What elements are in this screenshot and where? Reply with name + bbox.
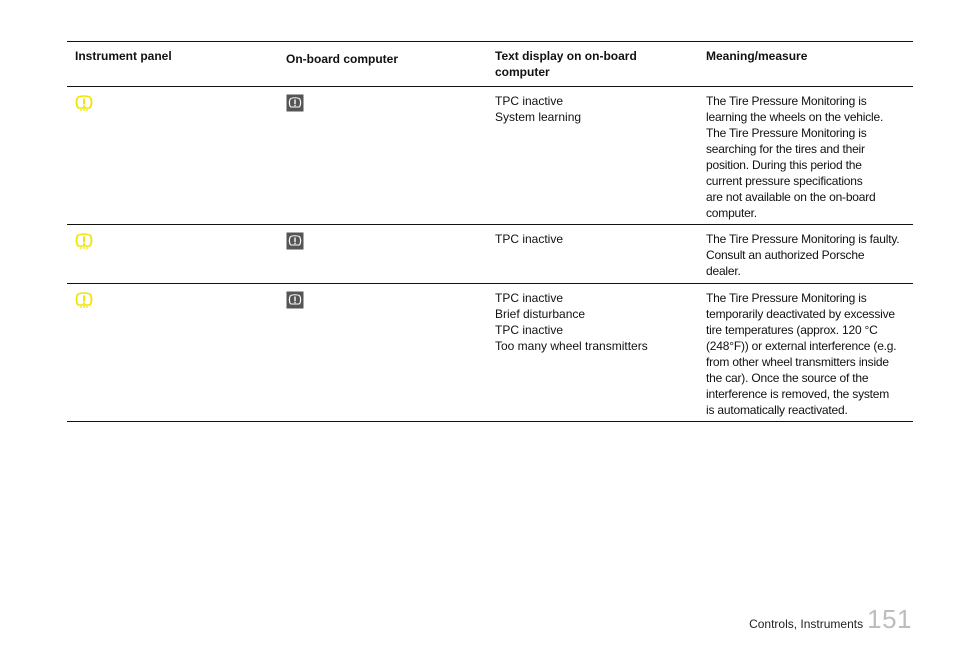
table-row [67,225,913,284]
meaning-text-line: current pressure specifications [706,174,863,188]
onboard-computer-cell [278,87,487,225]
page-footer [749,604,912,635]
meaning-text-line: from other wheel transmitters inside [706,355,889,369]
meaning-text-line: searching for the tires and their [706,142,865,156]
table-row [67,87,913,225]
tire-pressure-warning-icon [75,291,93,309]
meaning-cell [698,87,913,225]
header-onboard-computer: On-board computer [286,52,399,66]
meaning-text-line: dealer. [706,264,741,278]
meaning-text-line: learning the wheels on the vehicle. [706,110,884,124]
tire-pressure-display-icon [286,291,304,309]
display-text-line: Brief disturbance [495,307,586,321]
page-number: 151 [867,604,912,634]
meaning-text-line: Consult an authorized Porsche [706,248,865,262]
footer-section-title: Controls, Instruments [749,617,864,631]
text-display-cell [487,225,698,284]
meaning-text-line: (248°F)) or external interference (e.g. [706,339,897,353]
header-instrument-panel: Instrument panel [75,49,172,63]
meaning-text-line: position. During this period the [706,158,862,172]
meaning-text-line: The Tire Pressure Monitoring is [706,126,867,140]
meaning-text-line: the car). Once the source of the [706,371,869,385]
tire-pressure-display-icon [286,94,304,112]
header-text-display-line: computer [495,65,550,79]
display-text-line: System learning [495,110,582,124]
tire-pressure-table [67,41,913,422]
meaning-cell [698,284,913,422]
table-header-row [67,42,913,87]
display-text-line: Too many wheel transmitters [495,339,648,353]
instrument-panel-cell [67,225,278,284]
header-meaning-measure: Meaning/measure [706,49,808,63]
meaning-text-line: are not available on the on-board [706,190,876,204]
meaning-text-line: The Tire Pressure Monitoring is [706,94,867,108]
onboard-computer-cell [278,225,487,284]
instrument-panel-cell [67,87,278,225]
header-text-display-line: Text display on on-board [495,49,637,63]
meaning-cell [698,225,913,284]
meaning-text-line: temporarily deactivated by excessive [706,307,895,321]
tire-pressure-display-icon [286,232,304,250]
display-text-line: TPC inactive [495,291,564,305]
meaning-text-line: computer. [706,206,757,220]
instrument-panel-cell [67,284,278,422]
text-display-cell [487,87,698,225]
tire-pressure-warning-icon [75,232,93,250]
header-text-display [487,42,698,87]
display-text-line: TPC inactive [495,323,564,337]
meaning-text-line: tire temperatures (approx. 120 °C [706,323,878,337]
meaning-text-line: The Tire Pressure Monitoring is faulty. [706,232,900,246]
onboard-computer-cell [278,284,487,422]
meaning-text-line: interference is removed, the system [706,387,890,401]
text-display-cell [487,284,698,422]
meaning-text-line: The Tire Pressure Monitoring is [706,291,867,305]
display-text-line: TPC inactive [495,94,564,108]
table-row [67,284,913,422]
meaning-text-line: is automatically reactivated. [706,403,848,417]
tire-pressure-warning-icon [75,94,93,112]
display-text-line: TPC inactive [495,232,564,246]
